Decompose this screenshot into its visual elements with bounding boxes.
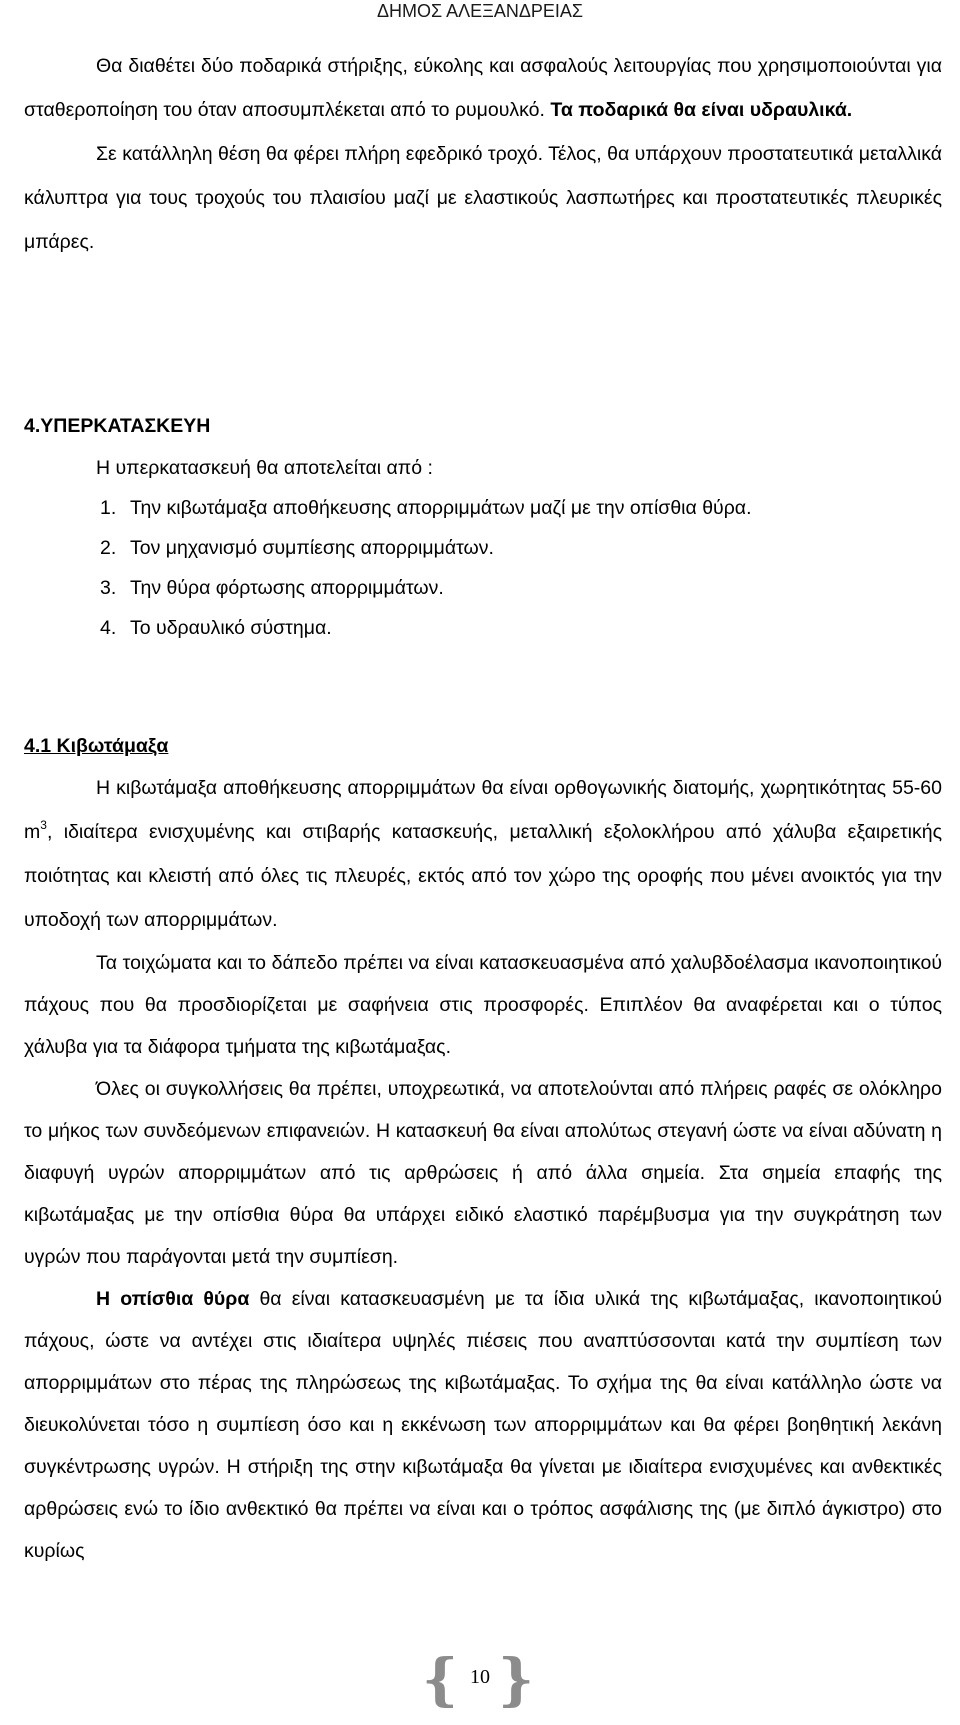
- document-body: [24, 44, 942, 264]
- section-4-1: [24, 734, 942, 1572]
- rear-door-bold: Η οπίσθια θύρα: [96, 1288, 250, 1310]
- list-item: 2. Τον μηχανισμό συμπίεσης απορριμμάτων.: [100, 537, 494, 559]
- superscript-3: 3: [40, 818, 47, 832]
- section-4-1-paragraph-1: Η κιβωτάμαξα αποθήκευσης απορριμμάτων θα είναι ορθογωνικής διατομής, χωρητικότητας 55-60 $m^3$, ιδιαίτερα ενισχυμένης και στιβαρής κατασκευής, μεταλλική εξολοκλήρου από χάλυβα εξαιρετικής ποιότητας και κλειστή από όλες τις πλευρές, εκτός από τον χώρο της οροφής που μένει ανοικτός για την υποδοχή των απορριμμάτων.: [24, 777, 942, 931]
- list-item: 3. Την θύρα φόρτωσης απορριμμάτων.: [100, 577, 444, 599]
- section-4-heading: 4.ΥΠΕΡΚΑΤΑΣΚΕΥΗ: [24, 415, 211, 437]
- intro-p1-text: Θα διαθέτει δύο ποδαρικά στήριξης, εύκολης και ασφαλούς λειτουργίας που χρησιμοποιούνται για σταθεροποίηση του όταν αποσυμπλέκεται από το ρυμουλκό.: [24, 55, 942, 121]
- section-4-1-paragraph-3: Όλες οι συγκολλήσεις θα πρέπει, υποχρεωτικά, να αποτελούνται από πλήρεις ραφές σε ολόκληρο το μήκος των συνδεόμενων επιφανειών. Η κατασκευή θα είναι απολύτως στεγανή ώστε να είναι αδύνατη η διαφυγή υγρών απορριμμάτων από τις αρθρώσεις ή από άλλα σημεία. Στα σημεία επαφής της κιβωτάμαξας με την οπίσθια θύρα θα υπάρχει ειδικό ελαστικό παρέμβυσμα για την συγκράτηση των υγρών που παράγονται μετά την συμπίεση.: [24, 1078, 942, 1268]
- page-number: 10: [470, 1666, 490, 1688]
- section-4-1-heading: 4.1 Κιβωτάμαξα: [24, 735, 169, 757]
- intro-paragraph-2: Σε κατάλληλη θέση θα φέρει πλήρη εφεδρικό τροχό. Τέλος, θα υπάρχουν προστατευτικά μεταλλικά κάλυπτρα για τους τροχούς του πλαισίου μαζί με ελαστικούς λασπωτήρες και προστατευτικές πλευρικές μπάρες.: [24, 143, 942, 253]
- intro-paragraph-1: [24, 44, 942, 132]
- section-4: [24, 414, 942, 648]
- section-4-1-paragraph-2: Τα τοιχώματα και το δάπεδο πρέπει να είναι κατασκευασμένα από χαλυβδοέλασμα ικανοποιητικού πάχους που θα προσδιορίζεται με σαφήνεια στις προσφορές. Επιπλέον θα αναφέρεται και ο τύπος χάλυβα για τα διάφορα τμήματα της κιβωτάμαξας.: [24, 952, 942, 1058]
- page-footer: [0, 1647, 960, 1713]
- left-brace-icon: {: [422, 1647, 459, 1713]
- page-header: ΔΗΜΟΣ ΑΛΕΞΑΝΔΡΕΙΑΣ: [376, 1, 584, 21]
- list-item: 4. Το υδραυλικό σύστημα.: [100, 617, 332, 639]
- section-4-list: [24, 488, 942, 648]
- section-4-1-paragraph-4: Η οπίσθια θύρα θα είναι κατασκευασμένη με τα ίδια υλικά της κιβωτάμαξας, ικανοποιητικού πάχους, ώστε να αντέχει στις ιδιαίτερα υψηλές πιέσεις που αναπτύσσονται κατά την συμπίεση των απορριμμάτων στο πέρας της πληρώσεως της κιβωτάμαξας. Το σχήμα της θα είναι κατάλληλο ώστε να διευκολύνεται τόσο η συμπίεση όσο και η εκκένωση των απορριμμάτων και θα φέρει βοηθητική λεκάνη συγκέντρωσης υγρών. Η στήριξη της στην κιβωτάμαξα θα γίνεται με ιδιαίτερα ενισχυμένες και ανθεκτικές αρθρώσεις ενώ το ίδιο ανθεκτικό θα πρέπει να είναι και ο τρόπος ασφάλισης της (με διπλό άγκιστρο) στο κυρίως: [24, 1288, 942, 1562]
- list-item: 1. Την κιβωτάμαξα αποθήκευσης απορριμμάτων μαζί με την οπίσθια θύρα.: [100, 497, 752, 519]
- right-brace-icon: }: [498, 1647, 535, 1713]
- intro-p1-bold: Τα ποδαρικά θα είναι υδραυλικά.: [550, 99, 853, 121]
- section-4-intro: Η υπερκατασκευή θα αποτελείται από :: [96, 457, 433, 479]
